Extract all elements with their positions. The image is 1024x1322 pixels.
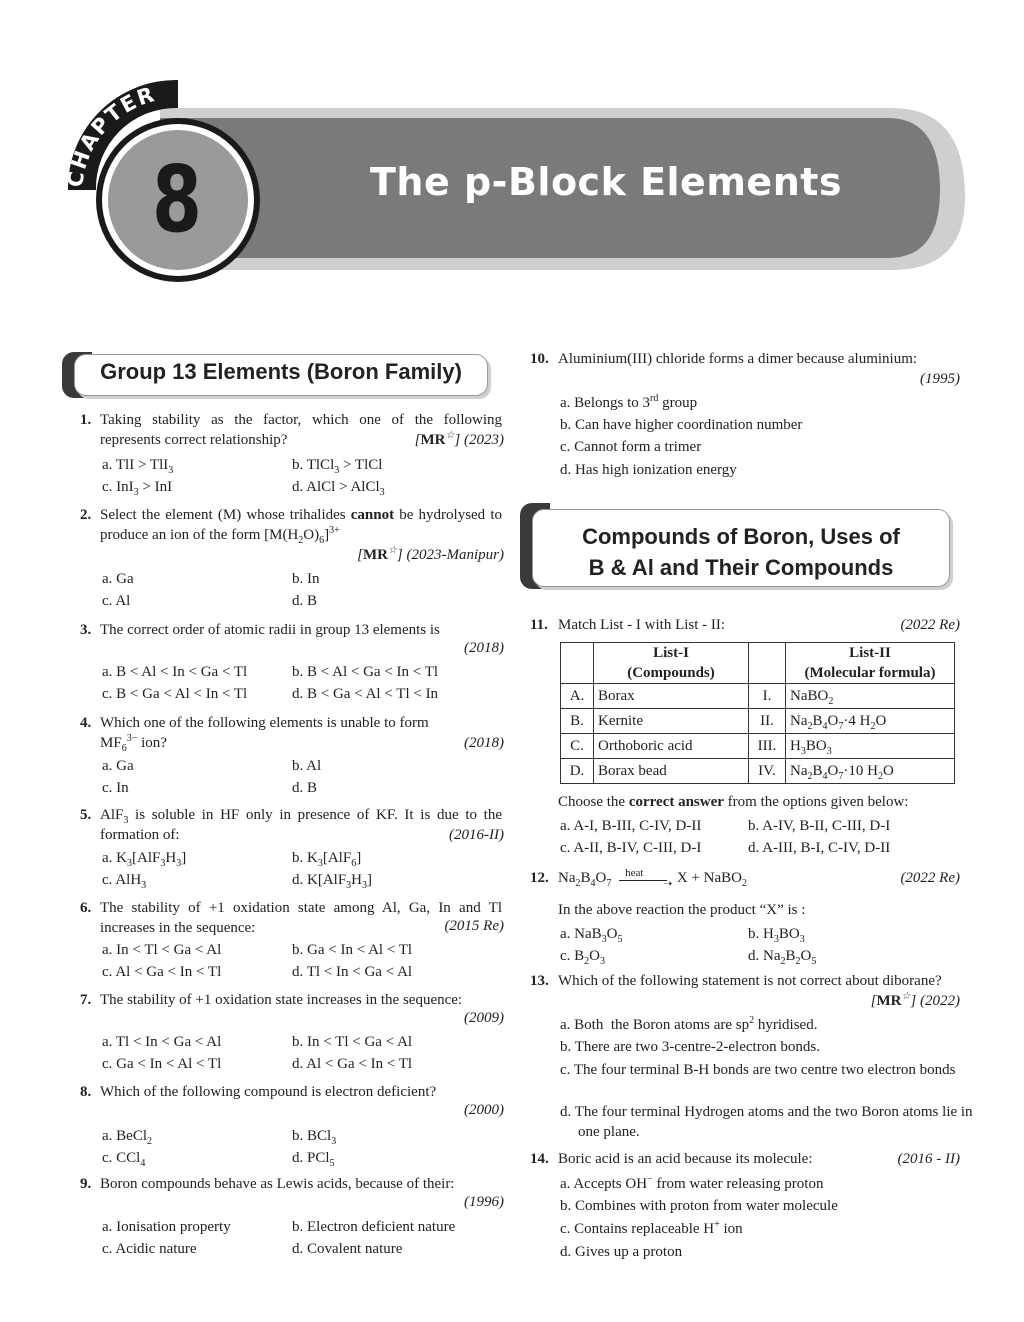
table-row: C. Orthoboric acid III. $H_3BO_3$ xyxy=(561,734,955,759)
option-b: b. TlCl$_3$ > TlCl xyxy=(292,457,383,476)
option-a: a. $NaB_3O_5$ xyxy=(560,926,623,945)
option-a: a. Belongs to 3rd group xyxy=(560,393,698,411)
question-stem: Select the element (M) whose trihalides cannot be hydrolysed to produce an ion of the form $[M(H_2O)_6]^{3+}$ xyxy=(100,507,502,546)
question-stem: Aluminium(III) chloride forms a dimer because aluminium: xyxy=(558,351,918,367)
option-d: d. B xyxy=(292,593,318,609)
question-number: 13. xyxy=(530,973,549,989)
option-a: a. TlI > TlI$_3$ xyxy=(102,457,174,476)
chapter-number: 8 xyxy=(152,146,202,253)
option-a: a. Ionisation property xyxy=(102,1219,231,1235)
question-number: 11. xyxy=(530,617,548,633)
question-source: (2016 - II) xyxy=(897,1151,960,1167)
list1-header: List-I (Compounds) xyxy=(594,643,749,684)
question-stem: The stability of +1 oxidation state increases in the sequence: xyxy=(100,992,463,1008)
question-source: (2015 Re) xyxy=(444,918,504,934)
option-c: c. The four terminal B-H bonds are two centre two electron bonds xyxy=(560,1062,956,1078)
question-number: 3. xyxy=(80,622,92,638)
reaction-arrow: heat ➝ xyxy=(615,871,673,887)
option-d: d. The four terminal Hydrogen atoms and the two Boron atoms lie in one plane. xyxy=(560,1104,973,1140)
option-a: a. Ga xyxy=(102,571,134,587)
option-d: d. Covalent nature xyxy=(292,1241,403,1257)
option-a: a. In < Tl < Ga < Al xyxy=(102,942,222,958)
match-table xyxy=(560,642,955,784)
question-stem: Boron compounds behave as Lewis acids, because of their: xyxy=(100,1176,455,1192)
reaction-equation: $Na_2B_4O_7$ heat ➝ X + NaBO$_2$ xyxy=(558,866,747,890)
option-c: c. InI$_3$ > InI xyxy=(102,479,173,498)
question-number: 8. xyxy=(80,1084,92,1100)
question-source: (1995) xyxy=(920,371,960,387)
question-number: 10. xyxy=(530,351,549,367)
option-d: d. $Na_2B_2O_5$ xyxy=(748,948,817,967)
question-stem: Boric acid is an acid because its molecule: xyxy=(558,1151,813,1167)
option-b: b. $H_3BO_3$ xyxy=(748,926,805,945)
question-source: (2018) xyxy=(464,640,504,656)
chapter-banner xyxy=(60,72,965,287)
question-source: [MR☆] (2022) xyxy=(870,991,960,1009)
option-d: d. Gives up a proton xyxy=(560,1244,683,1260)
chapter-title: The p-Block Elements xyxy=(370,160,843,204)
question-stem: Which of the following statement is not correct about diborane? xyxy=(558,973,942,989)
option-d: d. PCl$_5$ xyxy=(292,1150,335,1169)
question-source: [MR☆] (2023) xyxy=(414,430,504,448)
option-c: c. Contains replaceable H+ ion xyxy=(560,1219,743,1237)
option-d: d. A-III, B-I, C-IV, D-II xyxy=(748,840,891,856)
option-c: c. In xyxy=(102,780,129,796)
option-b: b. Can have higher coordination number xyxy=(560,417,803,433)
option-b: b. Ga < In < Al < Tl xyxy=(292,942,413,958)
question-number: 7. xyxy=(80,992,92,1008)
option-c: c. Acidic nature xyxy=(102,1241,197,1257)
question-stem: Which one of the following elements is unable to form $MF_6^{3-}$ ion? xyxy=(100,715,429,754)
option-a: a. $K_3[AlF_3H_3]$ xyxy=(102,850,187,869)
option-c: c. B < Ga < Al < In < Tl xyxy=(102,686,248,702)
question-source: (2022 Re) xyxy=(900,870,960,886)
section-title: Compounds of Boron, Uses of B & Al and Their Compounds xyxy=(582,524,900,580)
choose-instruction: Choose the correct answer from the options given below: xyxy=(558,794,909,810)
question-source: [MR☆] (2023-Manipur) xyxy=(357,545,504,563)
option-b: b. A-IV, B-II, C-III, D-I xyxy=(748,818,891,834)
option-a: a. Ga xyxy=(102,758,134,774)
section-heading-group13 xyxy=(62,352,506,398)
question-source: (2016-II) xyxy=(449,827,504,843)
option-b: b. BCl$_3$ xyxy=(292,1128,337,1147)
option-d: d. Has high ionization energy xyxy=(560,462,737,478)
table-row: B. Kernite II. $Na_2B_4O_7\cdot 4$ $H_2O$ xyxy=(561,709,955,734)
question-stem: The correct order of atomic radii in group 13 elements is xyxy=(100,622,440,638)
question-source: (2022 Re) xyxy=(900,617,960,633)
option-c: c. CCl$_4$ xyxy=(102,1150,146,1169)
option-b: b. In xyxy=(292,571,320,587)
option-d: d. B < Ga < Al < Tl < In xyxy=(292,686,439,702)
question-number: 14. xyxy=(530,1151,549,1167)
chapter-label: CHAPTER xyxy=(63,81,159,189)
question-number: 9. xyxy=(80,1176,92,1192)
question-stem: AlF$_3$ is soluble in HF only in presence of KF. It is due to the formation of: xyxy=(100,807,502,843)
question-source: (2009) xyxy=(464,1010,504,1026)
option-d: d. AlCl > AlCl$_3$ xyxy=(292,479,385,498)
option-b: b. Al xyxy=(292,758,322,774)
option-a: a. Both the Boron atoms are $sp^2$ hyridised. xyxy=(560,1015,818,1033)
question-number: 2. xyxy=(80,507,92,523)
question-number: 1. xyxy=(80,412,92,428)
option-b: b. In < Tl < Ga < Al xyxy=(292,1034,413,1050)
question-stem: Taking stability as the factor, which one of the following represents correct relationship? xyxy=(100,412,502,448)
section-title: Group 13 Elements (Boron Family) xyxy=(100,359,462,384)
option-a: a. Accepts OH− from water releasing proton xyxy=(560,1174,824,1192)
question-source: (2000) xyxy=(464,1102,504,1118)
question-number: 4. xyxy=(80,715,92,731)
question-stem: In the above reaction the product “X” is : xyxy=(558,902,806,918)
option-c: c. Ga < In < Al < Tl xyxy=(102,1056,222,1072)
option-a: a. B < Al < In < Ga < Tl xyxy=(102,664,248,680)
question-source: (2018) xyxy=(464,735,504,751)
option-a: a. Tl < In < Ga < Al xyxy=(102,1034,222,1050)
question-stem: The stability of +1 oxidation state among Al, Ga, In and Tl increases in the sequence: xyxy=(100,900,502,936)
option-c: c. Al < Ga < In < Tl xyxy=(102,964,222,980)
option-b: b. Electron deficient nature xyxy=(292,1219,456,1235)
option-b: b. B < Al < Ga < In < Tl xyxy=(292,664,439,680)
question-number: 12. xyxy=(530,870,549,886)
option-c: c. Cannot form a trimer xyxy=(560,439,702,455)
option-b: b. $K_3[AlF_6]$ xyxy=(292,850,362,869)
option-c: c. $B_2O_3$ xyxy=(560,948,606,967)
section-heading-compounds xyxy=(520,503,960,589)
option-c: c. Al xyxy=(102,593,131,609)
option-d: d. $K[AlF_3H_3]$ xyxy=(292,872,373,891)
option-d: d. Al < Ga < In < Tl xyxy=(292,1056,413,1072)
option-c: c. A-II, B-IV, C-III, D-I xyxy=(560,840,702,856)
option-d: d. B xyxy=(292,780,318,796)
option-a: a. A-I, B-III, C-IV, D-II xyxy=(560,818,702,834)
question-stem: Which of the following compound is electron deficient? xyxy=(100,1084,437,1100)
option-b: b. Combines with proton from water molecule xyxy=(560,1198,838,1214)
table-row: A. Borax I. NaBO$_2$ xyxy=(561,684,955,709)
list2-header: List-II (Molecular formula) xyxy=(786,643,955,684)
option-a: a. BeCl$_2$ xyxy=(102,1128,152,1147)
question-source: (1996) xyxy=(464,1194,504,1210)
option-d: d. Tl < In < Ga < Al xyxy=(292,964,413,980)
question-number: 6. xyxy=(80,900,92,916)
question-number: 5. xyxy=(80,807,92,823)
option-c: c. AlH$_3$ xyxy=(102,872,147,891)
table-row: D. Borax bead IV. $Na_2B_4O_7\cdot 10$ $H_2O$ xyxy=(561,759,955,784)
question-stem: Match List - I with List - II: xyxy=(558,617,726,633)
option-b: b. There are two 3-centre-2-electron bonds. xyxy=(560,1039,821,1055)
